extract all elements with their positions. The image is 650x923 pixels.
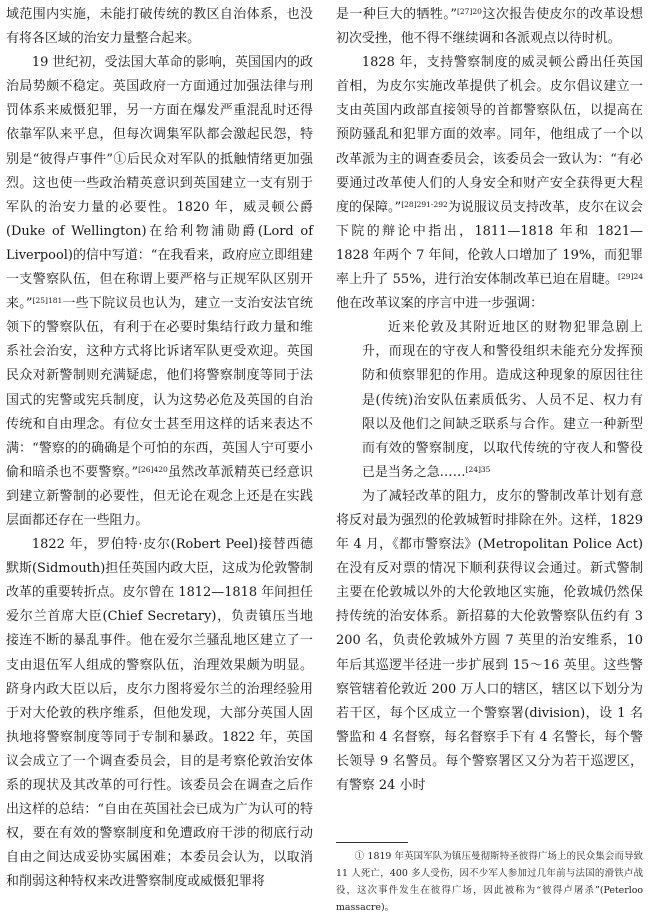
paragraph-text: 域范围内实施，未能打破传统的教区自治体系，也没有将各区域的治安力量整合起来。 — [6, 7, 313, 47]
citation: [26]420 — [138, 464, 168, 474]
paragraph-continued — [336, 3, 643, 51]
paragraph-4 — [336, 51, 643, 316]
block-quote — [362, 316, 643, 485]
quote-body: 近来伦敦及其附近地区的财物犯罪急剧上升，而现在的守夜人和警役组织未能充分发挥预防和侦察罪犯的作用。造成这种现象的原因往往是(传统)治安队伍素质低劣、人员不足、权力有限以及他们之间缺乏联系与合作。建立一种新型而有效的警察制度，以取代传统的守夜人和警役已是当务之急…… — [362, 320, 643, 480]
left-column — [6, 3, 313, 894]
paragraph-text: 这次报告使皮尔的改革设想初次受挫，他不得不继续调和各派观点以待时机。 — [336, 7, 643, 47]
paragraph-text: 他在改革议案的序言中进一步强调： — [336, 296, 544, 312]
paragraph-text: 为说服议员支持改革，皮尔在议会下院的辩论中指出，1811—1818 年和 1821—1828 年两个 7 年间，伦敦人口增加了 19%，而犯罪率上升了 55%，进行治安体制改革已迫在眉睫。 — [336, 199, 643, 288]
right-column — [336, 3, 643, 798]
citation: [27]20 — [456, 6, 482, 16]
citation: [24]35 — [465, 464, 491, 474]
footnote-text: ① 1819 年英国军队为镇压曼彻斯特圣彼得广场上的民众集会而导致 11 人死亡，400 多人受伤，因不少军人参加过几年前与法国的滑铁卢战役，这次事件发生在彼得广场，因此被称为“彼得卢屠杀”(Peterloo massacre)。 — [336, 851, 643, 913]
paragraph-text: 19 世纪初，受法国大革命的影响，英国国内的政治局势颇不稳定。英国政府一方面通过加强法律与刑罚体系来威慑犯罪，另一方面在爆发严重混乱时还得依靠军队来平息，但每次调集军队都会激起民怨，特别是“彼得卢事件”①后民众对军队的抵触情绪更加强烈。这也使一些政治精英意识到英国建立一支有别于军队的治安力量的必要性。1820 年，威灵顿公爵(Duke of Wellington)在给利物浦勋爵(Lord of Liverpool)的信中写道：“在我看来，政府应立即组建一支警察队伍，但在称谓上要严格与正规军队区别开来。” — [6, 55, 313, 312]
paragraph-text: 1822 年，罗伯特·皮尔(Robert Peel)接替西德默斯(Sidmouth)担任英国内政大臣，这成为伦敦警制改革的重要转折点。皮尔曾在 1812—1818 年间担任爱尔兰首席大臣(Chief Secretary)，负责镇压当地接连不断的暴乱事件。他在爱尔兰骚乱地区建立了一支由退伍军人组成的警察队伍，治理效果颇为明显。跻身内政大臣以后，皮尔力图将爱尔兰的治理经验用于对大伦敦的秩序维系，但他发现，大部分英国人固执地将警察制度等同于专制和暴政。1822 年，英国议会成立了一个调查委员会，目的是考察伦敦治安体系的现状及其改革的可行性。该委员会在调查之后作出这样的总结：“自由在英国社会已成为广为认可的特权，要在有效的警察制度和免遭政府干涉的彻底行动自由之间达成妥协实属困难；本委员会认为，以取消和削弱这种特权来改进警察制度或威慑犯罪将 — [6, 537, 313, 890]
citation: [28]291-292 — [401, 199, 448, 209]
paragraph-text: 是一种巨大的牺牲。” — [336, 7, 457, 22]
paragraph-2 — [6, 51, 313, 533]
paragraph-5 — [336, 485, 643, 798]
paragraph-text: 1828 年，支持警察制度的威灵顿公爵出任英国首相，为皮尔实施改革提供了机会。皮尔倡议建立一支由英国内政部直接领导的首都警察队伍，以提高在预防骚乱和犯罪方面的效率。同年，他组成了一个以改革派为主的调查委员会，该委员会一致认为：“有必要通过改革使人们的人身安全和财产安全获得更大程度的保障。” — [336, 55, 643, 215]
citation: [29]24 — [618, 271, 643, 281]
citation: [25]181 — [32, 296, 63, 305]
paragraph-text: 为了减轻改革的阻力，皮尔的警制改革计划有意将反对最为强烈的伦敦城暂时排除在外。这样，1829 年 4 月，《都市警察法》(Metropolitan Police Act)在没有反对票的情况下顺利获得议会通过。新式警制主要在伦敦城以外的大伦敦地区实施，伦敦城仍然保持传统的治安体系。新招募的大伦敦警察队伍约有 3 200 名，负责伦敦城外方圆 7 英里的治安维系，10 年后其巡逻半径进一步扩展到 15～16 英里。这些警察管辖着伦敦近 200 万人口的辖区，辖区以下划分为若干区，每个区成立一个警察署(division)，设 1 名警监和 4 名督察，每名督察手下有 4 名警长，每个警长领导 9 名警员。每个警察署区又分为若干巡逻区，有警察 24 小时 — [336, 488, 643, 793]
footnote — [336, 848, 643, 916]
paragraph-text: 虽然改革派精英已经意识到建立新警制的必要性，但无论在观念上还是在实践层面都还存在一些阻力。 — [6, 464, 313, 528]
quote-text — [362, 316, 643, 485]
paragraph-3 — [6, 533, 313, 894]
footnote-divider — [336, 842, 408, 843]
paragraph-text: 一些下院议员也认为，建立一支治安法官统领下的警察队伍，有利于在必要时集结行政力量和维系社会治安，这种方式将比诉诸军队更受欢迎。英国民众对新警制则充满疑虑，他们将警察制度等同于法国式的宪警或宪兵制度，认为这势必危及英国的自治传统和自由理念。有位女士甚至用这样的话来表达不满：“警察的的确确是个可怕的东西，英国人宁可要小偷和暗杀也不要警察。” — [6, 296, 313, 480]
paragraph-1 — [6, 3, 313, 51]
